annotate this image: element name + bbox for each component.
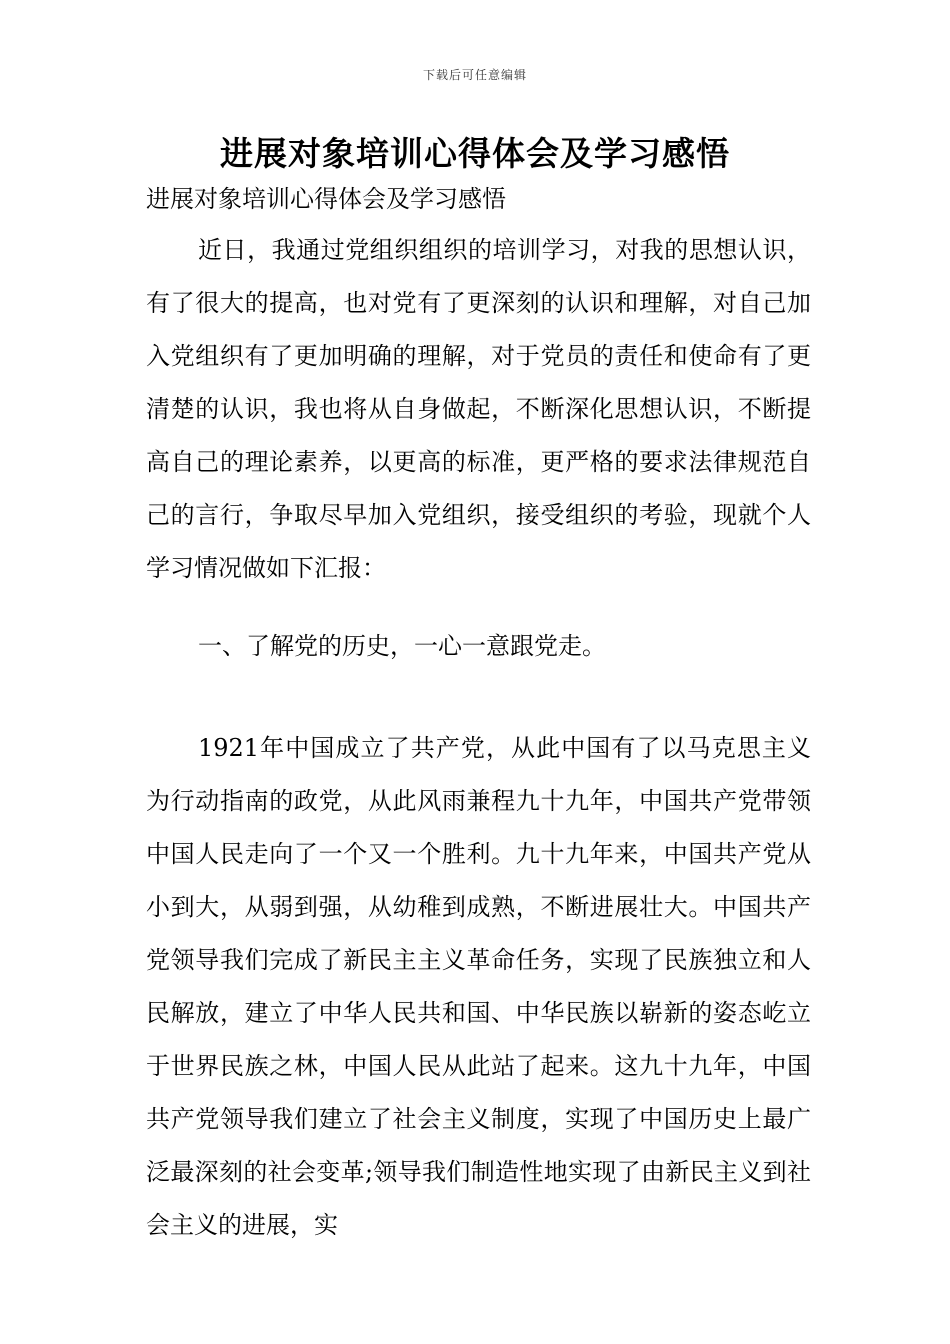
- section-heading-1: 一、了解党的历史，一心一意跟党走。: [198, 632, 606, 660]
- document-subtitle: 进展对象培训心得体会及学习感悟: [146, 185, 506, 213]
- header-note: 下载后可任意编辑: [422, 68, 527, 82]
- intro-paragraph: 近日，我通过党组织组织的培训学习，对我的思想认识，有了很大的提高，也对党有了更深刻的认识和理解，对自己加入党组织有了更加明确的理解，对于党员的责任和使命有了更清楚的认识，我也将从自身做起，不断深化思想认识，不断提高自己的理论素养，以更高的标准，更严格的要求法律规范自己的言行，争取尽早加入党组织，接受组织的考验，现就个人学习情况做如下汇报：: [146, 236, 811, 582]
- document-title: 进展对象培训心得体会及学习感悟: [220, 134, 730, 173]
- history-paragraph: 1921年中国成立了共产党，从此中国有了以马克思主义为行动指南的政党，从此风雨兼程九十九年，中国共产党带领中国人民走向了一个又一个胜利。九十九年来，中国共产党从小到大，从弱到强，从幼稚到成熟，不断进展壮大。中国共产党领导我们完成了新民主主义革命任务，实现了民族独立和人民解放，建立了中华人民共和国、中华民族以崭新的姿态屹立于世界民族之林，中国人民从此站了起来。这九十九年，中国共产党领导我们建立了社会主义制度，实现了中国历史上最广泛最深刻的社会变革;领导我们制造性地实现了由新民主义到社会主义的进展，实: [146, 734, 811, 1239]
